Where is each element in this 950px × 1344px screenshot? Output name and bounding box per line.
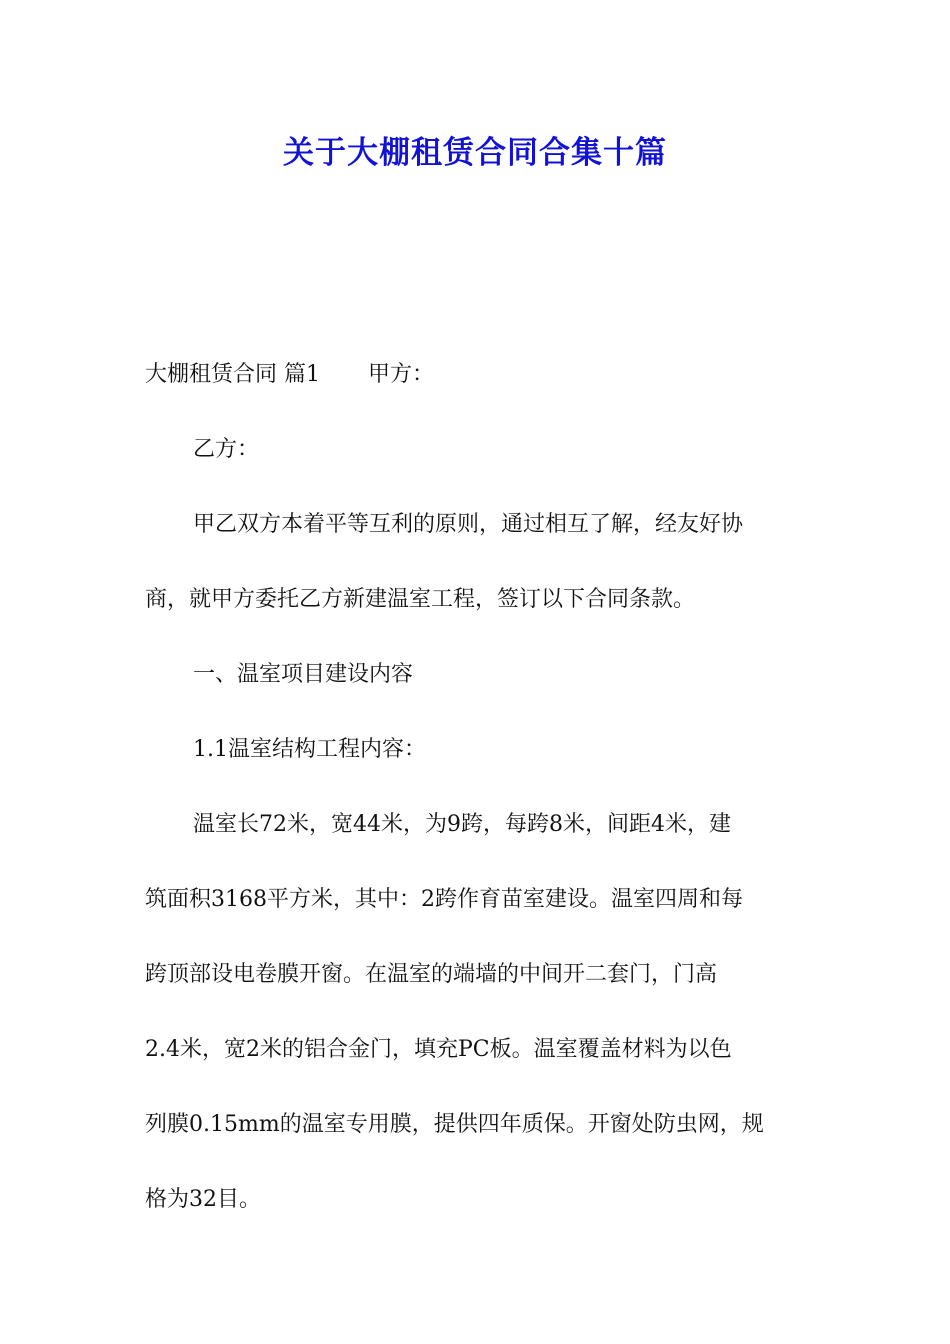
clause-1-1-line: 筑面积3168平方米，其中：2跨作育苗室建设。温室四周和每 — [145, 887, 743, 912]
document-body — [145, 337, 809, 1237]
clause-1-1-line: 格为32目。 — [145, 1187, 261, 1212]
document-title: 关于大棚租赁合同合集十篇 — [283, 135, 667, 171]
party-a-label: 甲方： — [368, 362, 435, 387]
party-b-label: 乙方： — [193, 437, 260, 462]
clause-1-heading: 一、温室项目建设内容 — [193, 662, 414, 687]
section-heading-line — [145, 337, 809, 412]
clause-1-1-line: 列膜0.15mm的温室专用膜，提供四年质保。开窗处防虫网，规 — [145, 1112, 764, 1137]
intro-line-1: 甲乙双方本着平等互利的原则，通过相互了解，经友好协 — [193, 512, 744, 537]
clause-1-1-line: 温室长72米，宽44米，为9跨，每跨8米，间距4米，建 — [193, 812, 731, 837]
clause-1-1-heading: 1.1温室结构工程内容： — [193, 737, 426, 762]
section-heading: 大棚租赁合同 篇1 — [145, 362, 320, 387]
intro-line-2: 商，就甲方委托乙方新建温室工程，签订以下合同条款。 — [145, 587, 696, 612]
clause-1-1-line: 2.4米，宽2米的铝合金门，填充PC板。温室覆盖材料为以色 — [145, 1037, 732, 1062]
clause-1-1-line: 跨顶部设电卷膜开窗。在温室的端墙的中间开二套门，门高 — [145, 962, 718, 987]
